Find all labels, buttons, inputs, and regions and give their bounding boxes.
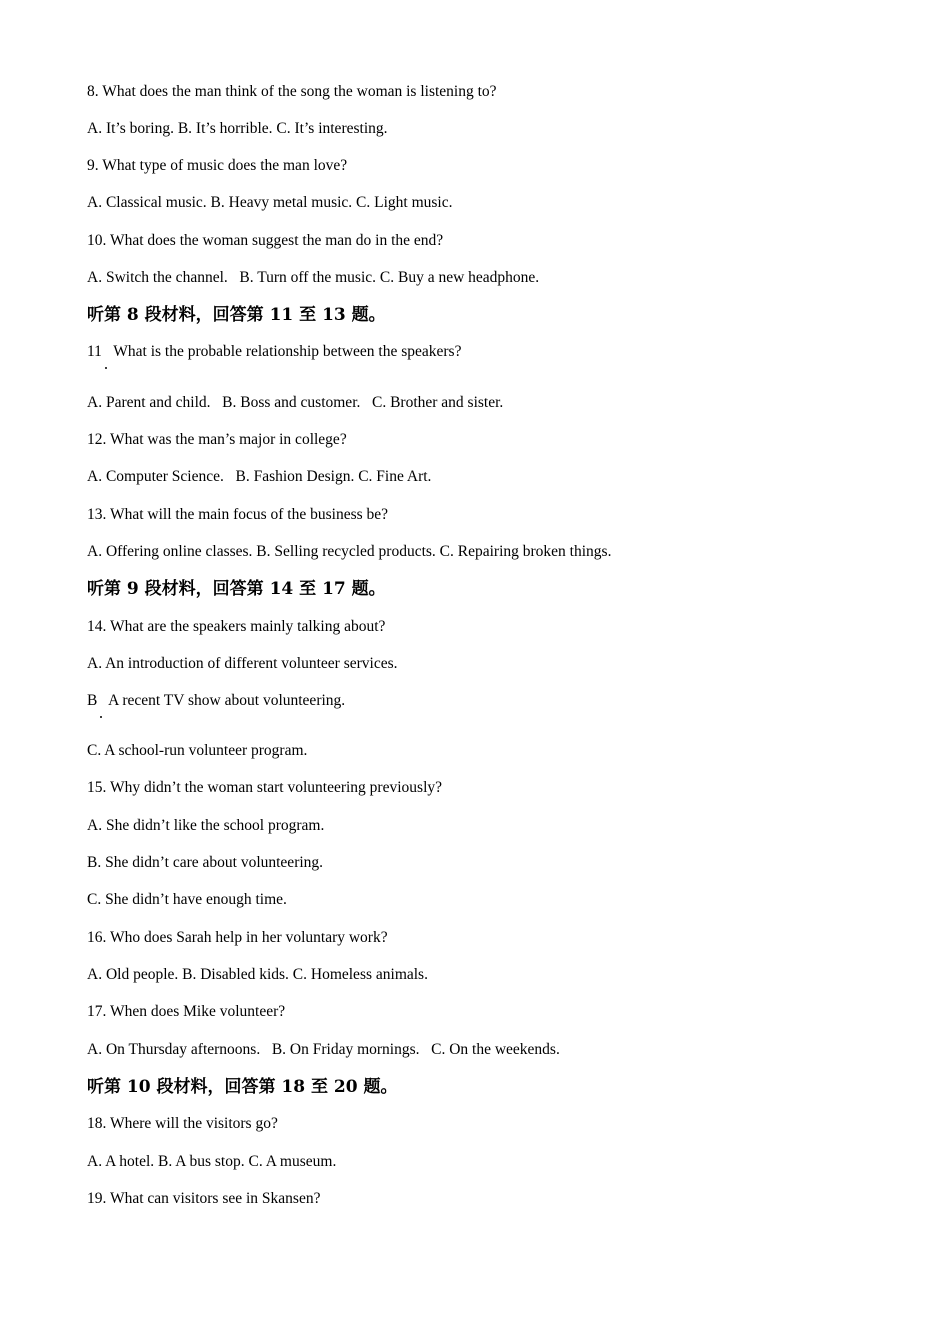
options-9: A. Classical music. B. Heavy metal music. C. Light music. (87, 194, 453, 211)
question-12: 12. What was the man’s major in college? (87, 431, 347, 448)
question-16: 16. Who does Sarah help in her voluntary work? (87, 929, 388, 946)
option-15c: C. She didn’t have enough time. (87, 891, 287, 908)
question-19: 19. What can visitors see in Skansen? (87, 1190, 321, 1207)
question-17: 17. When does Mike volunteer? (87, 1003, 286, 1020)
question-18: 18. Where will the visitors go? (87, 1115, 278, 1132)
options-16: A. Old people. B. Disabled kids. C. Homeless animals. (87, 966, 428, 983)
options-18: A. A hotel. B. A bus stop. C. A museum. (87, 1153, 337, 1170)
options-11: A. Parent and child. B. Boss and customer. C. Brother and sister. (87, 394, 504, 411)
options-12: A. Computer Science. B. Fashion Design. C. Fine Art. (87, 468, 432, 485)
options-8: A. It’s boring. B. It’s horrible. C. It’s interesting. (87, 120, 388, 137)
question-8: 8. What does the man think of the song the woman is listening to? (87, 83, 497, 100)
option-14c: C. A school-run volunteer program. (87, 742, 308, 759)
section-heading-8: 听第 8 段材料，回答第 11 至 13 题。 (87, 305, 386, 325)
question-9: 9. What type of music does the man love? (87, 157, 348, 174)
question-10: 10. What does the woman suggest the man do in the end? (87, 232, 444, 249)
option-14a: A. An introduction of different volunteer services. (87, 655, 398, 672)
question-11: 11 What is the probable relationship between the speakers? (87, 343, 462, 360)
options-17: A. On Thursday afternoons. B. On Friday mornings. C. On the weekends. (87, 1041, 560, 1058)
stray-dot (105, 367, 107, 369)
question-14: 14. What are the speakers mainly talking about? (87, 618, 386, 635)
stray-dot (100, 716, 102, 718)
option-15b: B. She didn’t care about volunteering. (87, 854, 324, 871)
section-heading-9: 听第 9 段材料，回答第 14 至 17 题。 (87, 579, 386, 599)
question-13: 13. What will the main focus of the business be? (87, 506, 389, 523)
option-15a: A. She didn’t like the school program. (87, 817, 325, 834)
question-15: 15. Why didn’t the woman start volunteering previously? (87, 779, 443, 796)
option-14b: B A recent TV show about volunteering. (87, 692, 346, 709)
section-heading-10: 听第 10 段材料，回答第 18 至 20 题。 (87, 1077, 398, 1097)
options-10: A. Switch the channel. B. Turn off the music. C. Buy a new headphone. (87, 269, 540, 286)
options-13: A. Offering online classes. B. Selling recycled products. C. Repairing broken things. (87, 543, 612, 560)
